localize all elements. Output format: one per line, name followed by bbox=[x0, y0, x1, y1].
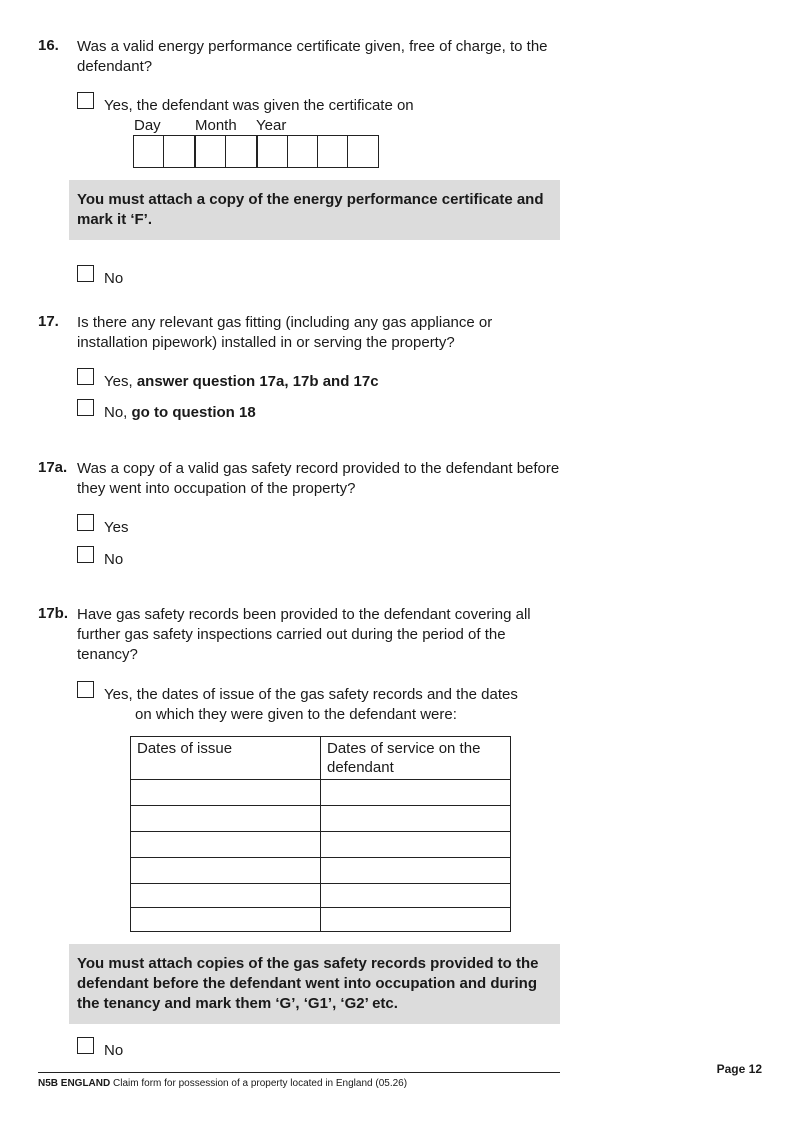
q17b-no-checkbox[interactable] bbox=[77, 1037, 94, 1054]
issue-date-cell[interactable] bbox=[131, 908, 321, 932]
day-boxes bbox=[133, 135, 195, 168]
q17b-yes-line-1: Yes, the dates of issue of the gas safety records and the dates bbox=[104, 686, 518, 703]
year-digit-3[interactable] bbox=[318, 136, 348, 167]
service-date-cell[interactable] bbox=[321, 806, 511, 832]
q17-no-checkbox[interactable] bbox=[77, 399, 94, 416]
footer bbox=[38, 1078, 407, 1089]
q17b-no-label: No bbox=[104, 1042, 124, 1059]
service-date-cell[interactable] bbox=[321, 884, 511, 908]
table-row bbox=[131, 908, 511, 932]
issue-date-cell[interactable] bbox=[131, 780, 321, 806]
service-date-cell[interactable] bbox=[321, 858, 511, 884]
form-title: Claim form for possession of a property located in England (05.26) bbox=[110, 1078, 408, 1089]
service-date-cell[interactable] bbox=[321, 780, 511, 806]
date-month-label: Month bbox=[195, 117, 237, 134]
year-digit-1[interactable] bbox=[258, 136, 288, 167]
header-dates-of-service: Dates of service on the defendant bbox=[321, 737, 511, 780]
month-digit-1[interactable] bbox=[196, 136, 226, 167]
q17-yes-instruction: answer question 17a, 17b and 17c bbox=[136, 373, 379, 390]
table-row bbox=[131, 780, 511, 806]
q17b-attach-note: You must attach copies of the gas safety records provided to the defendant before the defendant went into occupation and during the tenancy and mark them ‘G’, ‘G1’, ‘G2’ etc. bbox=[69, 944, 560, 1024]
header-dates-of-issue: Dates of issue bbox=[131, 737, 321, 780]
day-digit-1[interactable] bbox=[134, 136, 164, 167]
question-17b-number: 17b. bbox=[38, 605, 69, 622]
form-code: N5B ENGLAND bbox=[38, 1078, 111, 1089]
question-17-text: Is there any relevant gas fitting (including any gas appliance or installation pipework) installed in or serving the property? bbox=[77, 314, 493, 351]
q17b-yes-checkbox[interactable] bbox=[77, 681, 94, 698]
month-digit-2[interactable] bbox=[226, 136, 256, 167]
q17a-yes-checkbox[interactable] bbox=[77, 514, 94, 531]
gas-safety-records-table bbox=[130, 736, 511, 932]
year-digit-4[interactable] bbox=[348, 136, 378, 167]
q17a-yes-label: Yes bbox=[104, 519, 129, 536]
q17-no-prefix: No, bbox=[104, 404, 132, 421]
service-date-cell[interactable] bbox=[321, 908, 511, 932]
q16-no-label: No bbox=[104, 270, 124, 287]
question-17b-text: Have gas safety records been provided to the defendant covering all further gas safety inspections carried out during the period of the tenancy? bbox=[77, 606, 531, 663]
table-header-row bbox=[131, 737, 511, 780]
month-boxes bbox=[195, 135, 257, 168]
table-row bbox=[131, 806, 511, 832]
question-17a-text: Was a copy of a valid gas safety record provided to the defendant before they went into occupation of the property? bbox=[77, 460, 560, 497]
q17-yes-checkbox[interactable] bbox=[77, 368, 94, 385]
question-17-number: 17. bbox=[38, 313, 59, 330]
date-year-label: Year bbox=[256, 117, 287, 134]
issue-date-cell[interactable] bbox=[131, 884, 321, 908]
date-day-label: Day bbox=[134, 117, 161, 134]
year-boxes bbox=[257, 135, 379, 168]
year-digit-2[interactable] bbox=[288, 136, 318, 167]
question-16-text: Was a valid energy performance certificate given, free of charge, to the defendant? bbox=[77, 38, 548, 75]
issue-date-cell[interactable] bbox=[131, 832, 321, 858]
q17-yes-label bbox=[104, 372, 379, 392]
issue-date-cell[interactable] bbox=[131, 858, 321, 884]
q16-yes-checkbox[interactable] bbox=[77, 92, 94, 109]
page-number: Page 12 bbox=[716, 1062, 762, 1076]
table-row bbox=[131, 832, 511, 858]
q16-yes-label: Yes, the defendant was given the certificate on bbox=[104, 97, 414, 114]
q17-no-instruction: go to question 18 bbox=[131, 404, 256, 421]
q17a-no-label: No bbox=[104, 551, 124, 568]
q17a-no-checkbox[interactable] bbox=[77, 546, 94, 563]
question-17a-number: 17a. bbox=[38, 459, 68, 476]
question-16-number: 16. bbox=[38, 37, 59, 54]
certificate-date-input bbox=[133, 135, 379, 168]
day-digit-2[interactable] bbox=[164, 136, 194, 167]
q16-attach-note: You must attach a copy of the energy performance certificate and mark it ‘F’. bbox=[69, 180, 560, 240]
service-date-cell[interactable] bbox=[321, 832, 511, 858]
table-row bbox=[131, 884, 511, 908]
footer-divider bbox=[38, 1072, 560, 1073]
q16-no-checkbox[interactable] bbox=[77, 265, 94, 282]
q17-no-label bbox=[104, 403, 256, 423]
q17-yes-prefix: Yes, bbox=[104, 373, 137, 390]
table-row bbox=[131, 858, 511, 884]
issue-date-cell[interactable] bbox=[131, 806, 321, 832]
q17b-yes-line-2: on which they were given to the defendant were: bbox=[135, 706, 457, 723]
